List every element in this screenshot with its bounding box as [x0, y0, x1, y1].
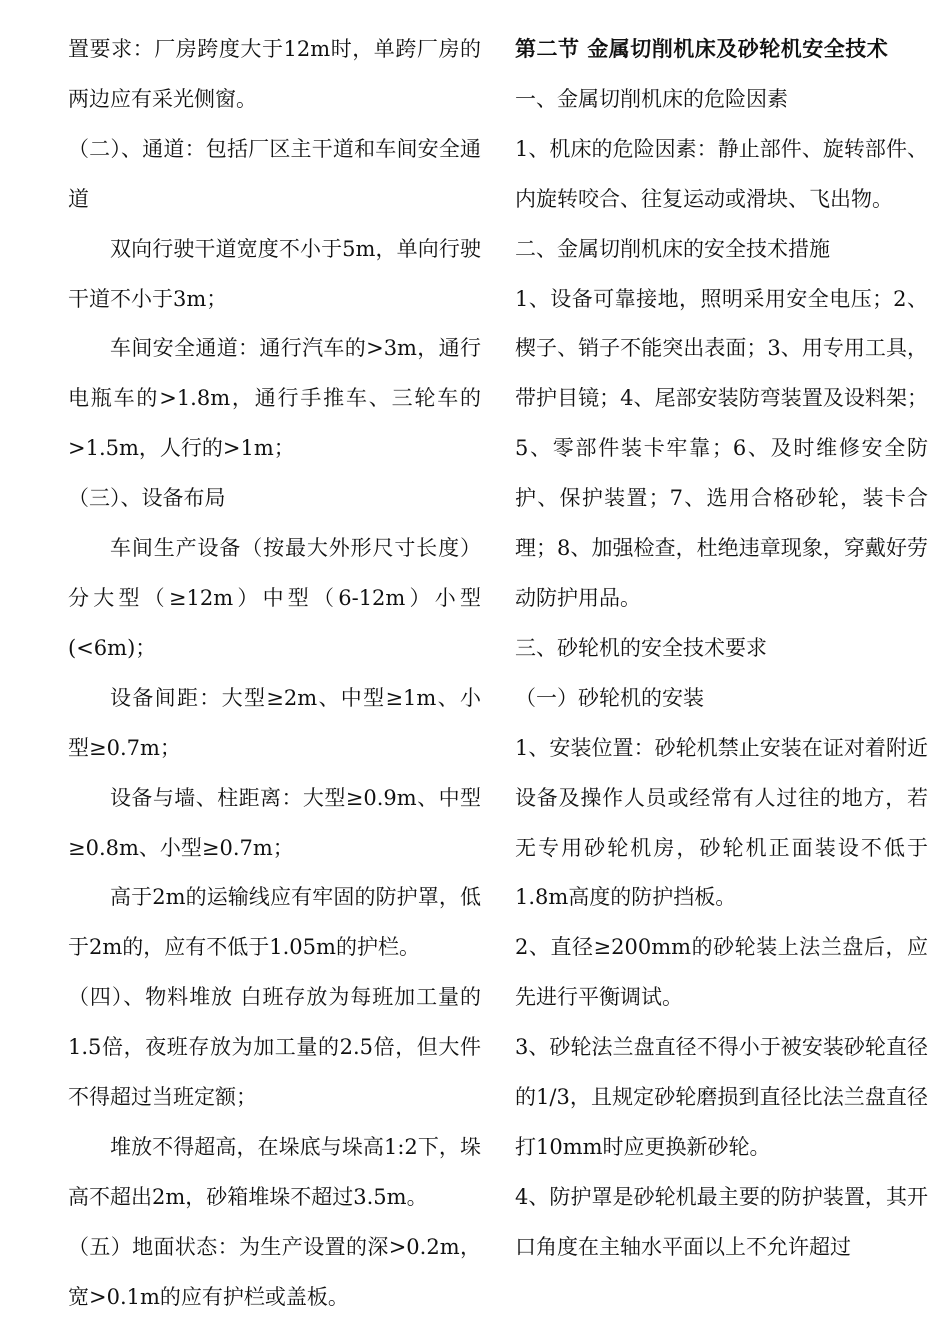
paragraph-material-stacking: （四）、物料堆放 白班存放为每班加工量的1.5倍，夜班存放为加工量的2.5倍，但大件不得超过当班定额； — [68, 985, 481, 1110]
paragraph-road-width: 双向行驶干道宽度不小于5m，单向行驶干道不小于3m； — [68, 236, 481, 311]
paragraph-wall-distance: 设备与墙、柱距离：大型≥0.9m、中型≥0.8m、小型≥0.7m； — [68, 785, 481, 860]
paragraph-flange-diameter: 3、砂轮法兰盘直径不得小于被安装砂轮直径的1/3，且规定砂轮磨损到直径比法兰盘直径打10mm时应更换新砂轮。 — [515, 1035, 928, 1159]
paragraph-hazards-heading: 一、金属切削机床的危险因素 — [515, 86, 788, 111]
paragraph-workshop-window: 置要求：厂房跨度大于12m时，单跨厂房的两边应有采光侧窗。 — [68, 37, 481, 111]
paragraph-grinder-heading: 三、砂轮机的安全技术要求 — [515, 635, 767, 660]
paragraph-passage-heading: （二）、通道：包括厂区主干道和车间安全通道 — [68, 136, 481, 211]
paragraph-install-position: 1、安装位置：砂轮机禁止安装在证对着附近设备及操作人员或经常有人过往的地方，若无专用砂轮机房，砂轮机正面装设不低于1.8m高度的防护挡板。 — [515, 735, 928, 910]
paragraph-stack-height: 堆放不得超高，在垛底与垛高1:2下，垛高不超出2m，砂箱堆垛不超过3.5m。 — [68, 1134, 481, 1209]
paragraph-safety-measures: 1、设备可靠接地，照明采用安全电压；2、楔子、销子不能突出表面；3、用专用工具，带护目镜；4、尾部安装防弯装置及设料架；5、零部件装卡牢靠；6、及时维修安全防护、保护装置；7、选用合格砂轮，装卡合理；8、加强检查，杜绝违章现象，穿戴好劳动防护用品。 — [515, 286, 928, 610]
paragraph-floor-condition: （五）地面状态：为生产设置的深>0.2m，宽>0.1m的应有护栏或盖板。 — [68, 1234, 481, 1309]
paragraph-balance-test: 2、直径≥200mm的砂轮装上法兰盘后，应先进行平衡调试。 — [515, 935, 928, 1010]
left-column — [68, 25, 481, 1323]
paragraph-machine-hazards: 1、机床的危险因素：静止部件、旋转部件、内旋转咬合、往复运动或滑块、飞出物。 — [515, 136, 928, 211]
paragraph-guard-cover: 4、防护罩是砂轮机最主要的防护装置，其开口角度在主轴水平面以上不允许超过 — [515, 1184, 928, 1259]
right-column — [515, 25, 928, 1273]
paragraph-grinder-install-heading: （一）砂轮机的安装 — [515, 685, 704, 710]
paragraph-transport-guard: 高于2m的运输线应有牢固的防护罩，低于2m的，应有不低于1.05m的护栏。 — [68, 885, 481, 960]
paragraph-measures-heading: 二、金属切削机床的安全技术措施 — [515, 236, 830, 261]
paragraph-equipment-spacing: 设备间距：大型≥2m、中型≥1m、小型≥0.7m； — [68, 685, 481, 760]
paragraph-equipment-layout-heading: （三）、设备布局 — [68, 486, 226, 511]
paragraph-workshop-passage: 车间安全通道：通行汽车的>3m，通行电瓶车的>1.8m，通行手推车、三轮车的>1.5m，人行的>1m； — [68, 336, 481, 461]
section-title: 第二节 金属切削机床及砂轮机安全技术 — [515, 37, 889, 61]
paragraph-equipment-sizes: 车间生产设备（按最大外形尺寸长度）分大型（≥12m）中型（6-12m）小型(<6m)； — [68, 536, 481, 660]
